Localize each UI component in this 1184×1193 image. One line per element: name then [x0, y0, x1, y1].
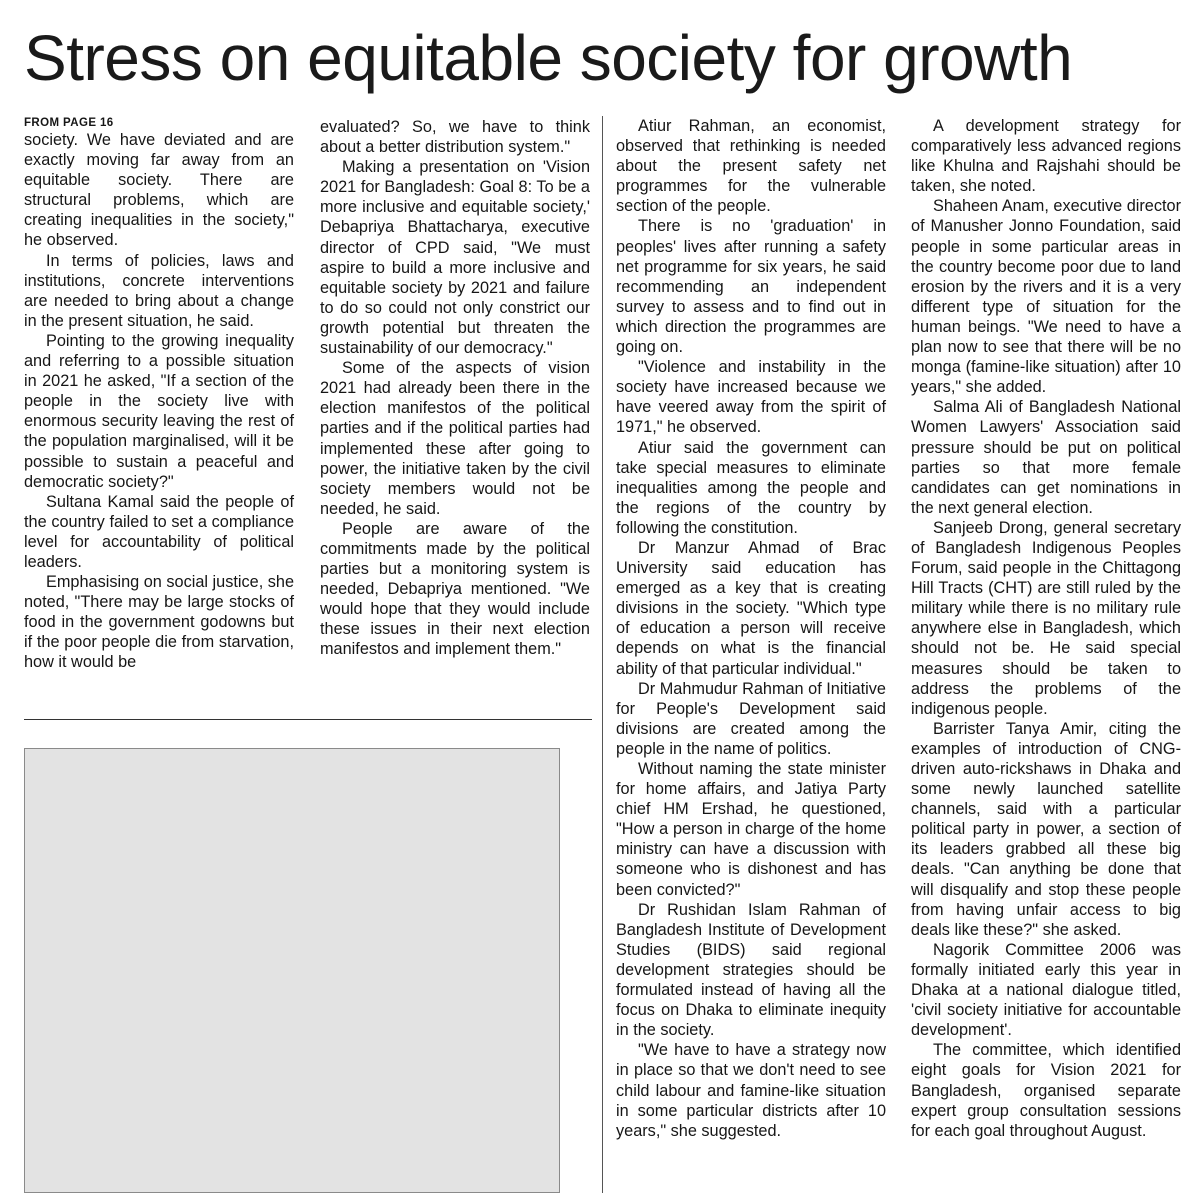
- paragraph: "We have to have a strategy now in place so that we don't need to see child labour and famine-like situation in some particular districts after 10 years," she suggested.: [616, 1041, 886, 1140]
- paragraph: Dr Manzur Ahmad of Brac University said education has emerged as a key that is creating divisions in the society. "Which type of education a person will receive depends on what is the financial ability of that particular individual.": [616, 538, 886, 678]
- paragraph: Sanjeeb Drong, general secretary of Bangladesh Indigenous Peoples Forum, said people in the Chittagong Hill Tracts (CHT) are still ruled by the military while there is no military rule anywhere else in Bangladesh, which should not be. He said special measures should be taken to address the problems of the indigenous people.: [911, 518, 1181, 718]
- paragraph: Atiur Rahman, an economist, observed that rethinking is needed about the present safety net programmes for the vulnerable section of the people.: [616, 117, 886, 216]
- paragraph: Barrister Tanya Amir, citing the examples of introduction of CNG-driven auto-rickshaws in Dhaka and some newly launched satellite channels, said with a particular political party in power, a section of its leaders grabbed all these big deals. "Can anything be done that will disqualify and stop these people from having unfair access to big deals like these?" she asked.: [911, 719, 1181, 939]
- paragraph: evaluated? So, we have to think about a better distribution system.": [320, 118, 590, 157]
- paragraph: Shaheen Anam, executive director of Manusher Jonno Foundation, said people in some particular areas in the country become poor due to land erosion by the rivers and it is a very different type of situation for the human beings. "We need to have a plan now to see that there will be no monga (famine-like situation) after 10 years," she added.: [911, 197, 1181, 397]
- paragraph: society. We have deviated and are exactly moving far away from an equitable society. There are structural problems, which are creating inequalities in the society," he observed.: [24, 131, 294, 250]
- article-column-3: [616, 116, 886, 1141]
- paragraph: Pointing to the growing inequality and referring to a possible situation in 2021 he asked, "If a section of the people in the society live with enormous security leaving the rest of the population marginalised, will it be possible to sustain a peaceful and democratic society?": [24, 331, 294, 491]
- paragraph: The committee, which identified eight goals for Vision 2021 for Bangladesh, organised separate expert group consultation sessions for each goal throughout August.: [911, 1041, 1181, 1140]
- photo-placeholder: [24, 748, 560, 1193]
- headline: Stress on equitable society for growth: [24, 22, 1073, 94]
- paragraph: Atiur said the government can take special measures to eliminate inequalities among the people and the regions of the country by following the constitution.: [616, 438, 886, 537]
- paragraph: Sultana Kamal said the people of the country failed to set a compliance level for accountability of political leaders.: [24, 492, 294, 571]
- paragraph: "Violence and instability in the society have increased because we have veered away from the spirit of 1971," he observed.: [616, 358, 886, 437]
- paragraph: Dr Rushidan Islam Rahman of Bangladesh Institute of Development Studies (BIDS) said regional development strategies should be formulated instead of having all the focus on Dhaka to eliminate inequity in the society.: [616, 900, 886, 1040]
- article-column-4: [911, 116, 1181, 1141]
- paragraph: Some of the aspects of vision 2021 had already been there in the election manifestos of the political parties and if the political parties had implemented these after going to power, the initiative taken by the civil society members would not be needed, he said.: [320, 359, 590, 518]
- paragraph: There is no 'graduation' in peoples' lives after running a safety net programme for six years, he said recommending an independent survey to assess and to find out in which direction the programmes are going on.: [616, 217, 886, 357]
- article-column-1: [24, 116, 294, 673]
- continuation-kicker: FROM PAGE 16: [24, 117, 114, 129]
- paragraph: Salma Ali of Bangladesh National Women Lawyers' Association said pressure should be put on political parties so that more female candidates can get nominations in the next general election.: [911, 398, 1181, 517]
- article-column-2: [320, 117, 590, 660]
- column-divider: [602, 116, 603, 1193]
- paragraph: In terms of policies, laws and institutions, concrete interventions are needed to bring about a change in the present situation, he said.: [24, 251, 294, 330]
- paragraph: Emphasising on social justice, she noted, "There may be large stocks of food in the government godowns but if the poor people die from starvation, how it would be: [24, 573, 294, 672]
- paragraph: A development strategy for comparatively less advanced regions like Khulna and Rajshahi should be taken, she noted.: [911, 117, 1181, 196]
- section-divider: [24, 719, 592, 720]
- paragraph: Dr Mahmudur Rahman of Initiative for People's Development said divisions are created among the people in the name of politics.: [616, 679, 886, 758]
- paragraph: Nagorik Committee 2006 was formally initiated early this year in Dhaka at a national dialogue titled, 'civil society initiative for accountable development'.: [911, 940, 1181, 1040]
- paragraph: Without naming the state minister for home affairs, and Jatiya Party chief HM Ershad, he questioned, "How a person in charge of the home ministry can have a discussion with someone who is dishonest and has been convicted?": [616, 760, 886, 899]
- paragraph: People are aware of the commitments made by the political parties but a monitoring system is needed, Debapriya mentioned. "We would hope that they would include these issues in their next election manifestos and implement them.": [320, 519, 590, 659]
- paragraph: Making a presentation on 'Vision 2021 for Bangladesh: Goal 8: To be a more inclusive and equitable society,' Debapriya Bhattacharya, executive director of CPD said, "We must aspire to build a more inclusive and equitable society by 2021 and failure to do so could not only constrict our growth potential but threaten the sustainability of our democracy.": [320, 158, 590, 358]
